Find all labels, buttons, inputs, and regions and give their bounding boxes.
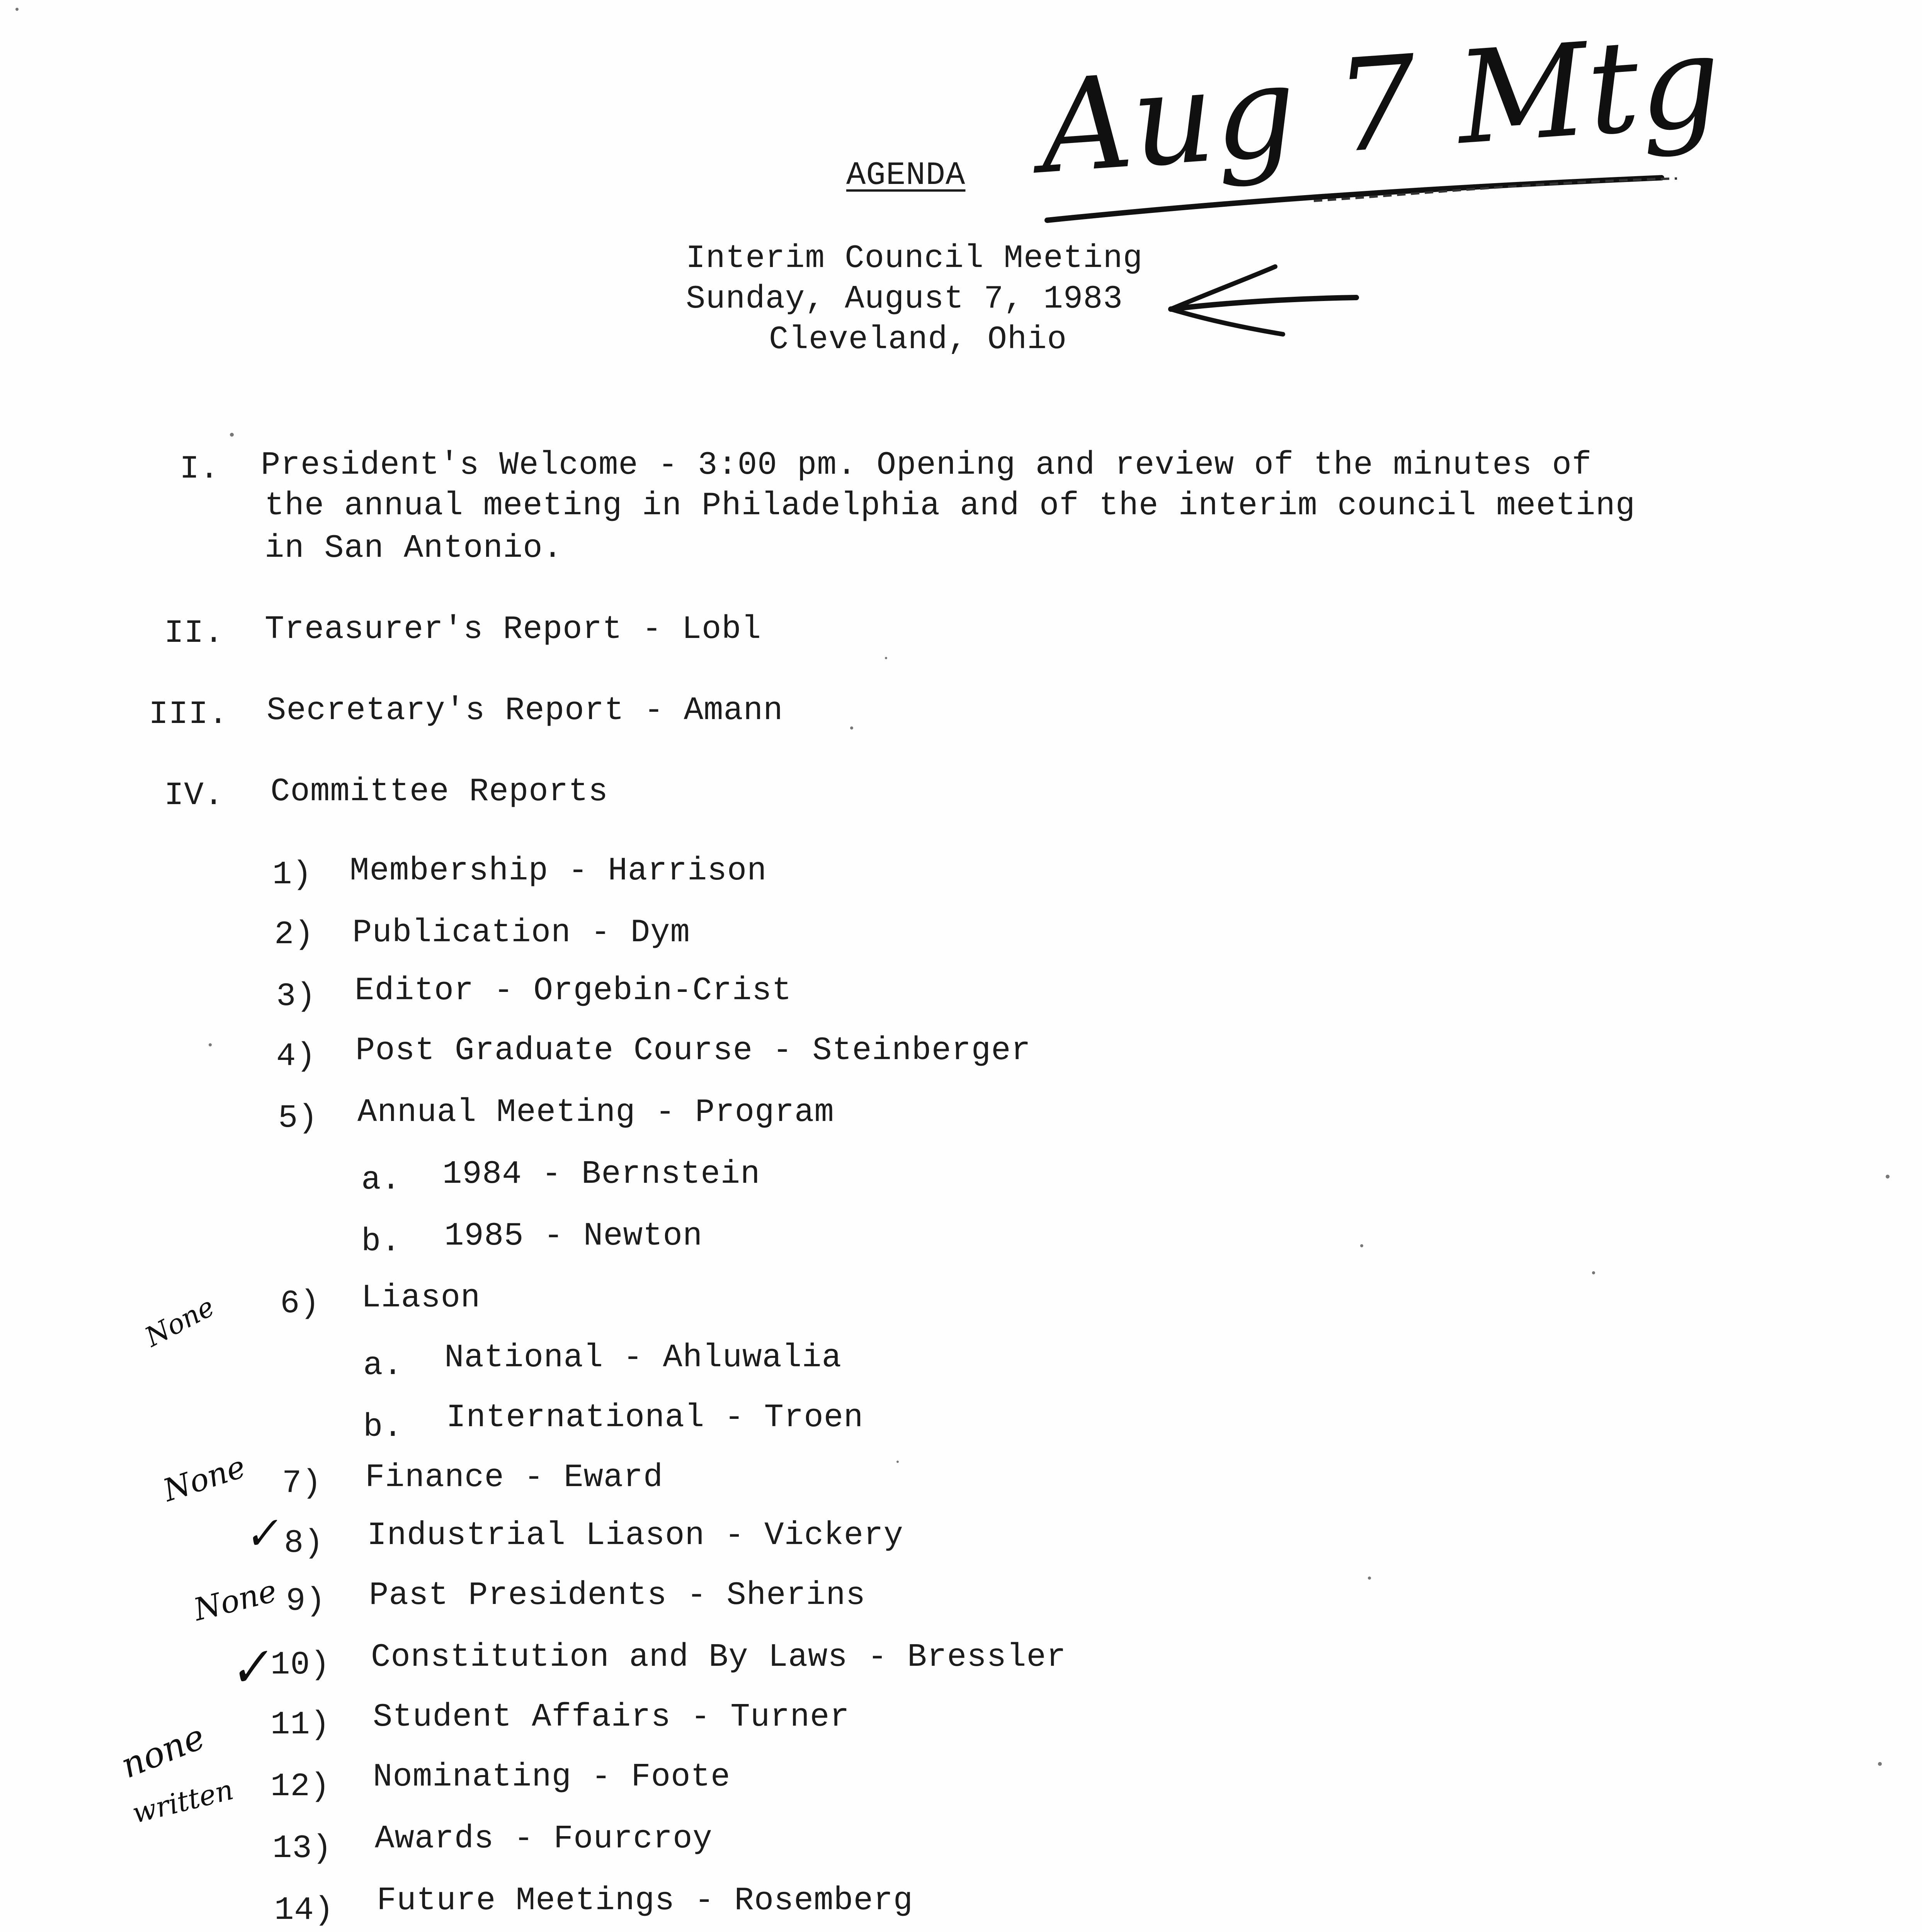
- committee-text: Industrial Liason - Vickery: [367, 1517, 904, 1554]
- item-iv-number: IV.: [164, 777, 224, 814]
- committee-text: Nominating - Foote: [373, 1759, 731, 1796]
- meeting-name: Interim Council Meeting: [686, 240, 1143, 277]
- committee-number: 6): [280, 1286, 320, 1322]
- committee-number: 13): [272, 1830, 332, 1867]
- scan-speck: [1592, 1271, 1595, 1274]
- committee-text: Student Affairs - Turner: [373, 1699, 850, 1736]
- committee-subitem-text: 1984 - Bernstein: [442, 1156, 760, 1193]
- committee-subitem-number: b.: [361, 1224, 401, 1260]
- committee-number: 10): [270, 1647, 330, 1684]
- handwritten-underline: [1043, 155, 1681, 232]
- handwritten-checkmark-icon: ✓: [241, 1507, 282, 1560]
- committee-number: 11): [270, 1707, 330, 1743]
- scan-speck: [896, 1461, 899, 1463]
- meeting-location: Cleveland, Ohio: [769, 321, 1067, 358]
- meeting-date: Sunday, August 7, 1983: [686, 281, 1123, 318]
- agenda-title: AGENDA: [846, 157, 966, 194]
- committee-number: 14): [274, 1892, 334, 1929]
- scan-speck: [230, 433, 234, 437]
- item-i-line3: in San Antonio.: [265, 530, 563, 567]
- committee-text: Past Presidents - Sherins: [369, 1577, 866, 1614]
- item-ii-text: Treasurer's Report - Lobl: [265, 611, 762, 648]
- handwritten-checkmark-icon: ✓: [224, 1636, 274, 1700]
- scan-speck: [1368, 1577, 1371, 1580]
- committee-subitem-number: a.: [361, 1162, 401, 1199]
- handwritten-note-top: Aug 7 Mtg: [1035, 6, 1725, 202]
- handwritten-note-none: None: [190, 1573, 281, 1628]
- item-i-number: I.: [180, 451, 219, 488]
- item-i-line1: President's Welcome - 3:00 pm. Opening and review of the minutes of: [261, 447, 1592, 484]
- committee-number: 9): [286, 1583, 326, 1620]
- scan-speck: [209, 1043, 212, 1046]
- committee-subitem-text: 1985 - Newton: [444, 1218, 703, 1255]
- item-iii-text: Secretary's Report - Amann: [267, 692, 783, 729]
- committee-text: Editor - Orgebin-Crist: [355, 973, 792, 1009]
- committee-number: 2): [274, 917, 314, 953]
- scan-speck: [850, 726, 853, 730]
- committee-text: Finance - Eward: [365, 1459, 663, 1496]
- committee-text: Annual Meeting - Program: [357, 1094, 834, 1131]
- committee-number: 5): [278, 1100, 318, 1137]
- committee-text: Membership - Harrison: [350, 853, 767, 889]
- scan-speck: [1886, 1175, 1890, 1179]
- committee-text: Awards - Fourcroy: [375, 1821, 713, 1857]
- handwritten-note-written: written: [129, 1773, 237, 1830]
- committee-subitem-number: a.: [363, 1347, 403, 1384]
- committee-number: 8): [284, 1525, 324, 1562]
- handwritten-note-none: None: [139, 1291, 220, 1353]
- handwritten-arrow-icon: [1159, 255, 1360, 344]
- scan-speck: [15, 8, 19, 11]
- scan-speck: [1360, 1244, 1363, 1247]
- committee-number: 1): [272, 857, 312, 893]
- committee-text: Liason: [361, 1280, 481, 1316]
- item-ii-number: II.: [164, 615, 224, 652]
- item-iv-text: Committee Reports: [270, 774, 608, 810]
- handwritten-note-none: none: [115, 1716, 211, 1787]
- scan-speck: [885, 657, 887, 659]
- handwritten-note-none: None: [158, 1448, 250, 1509]
- committee-number: 4): [276, 1038, 316, 1075]
- item-iii-number: III.: [149, 696, 228, 733]
- item-i-line2: the annual meeting in Philadelphia and of the interim council meeting: [265, 488, 1636, 524]
- committee-subitem-text: National - Ahluwalia: [444, 1340, 842, 1376]
- committee-number: 3): [276, 978, 316, 1015]
- committee-number: 12): [270, 1769, 330, 1805]
- committee-text: Future Meetings - Rosemberg: [377, 1883, 913, 1919]
- scan-speck: [1878, 1762, 1882, 1766]
- committee-number: 7): [282, 1465, 322, 1502]
- committee-text: Publication - Dym: [352, 915, 690, 951]
- committee-text: Post Graduate Course - Steinberger: [355, 1032, 1031, 1069]
- committee-subitem-text: International - Troen: [446, 1400, 864, 1436]
- committee-text: Constitution and By Laws - Bressler: [371, 1639, 1066, 1676]
- committee-subitem-number: b.: [363, 1409, 403, 1446]
